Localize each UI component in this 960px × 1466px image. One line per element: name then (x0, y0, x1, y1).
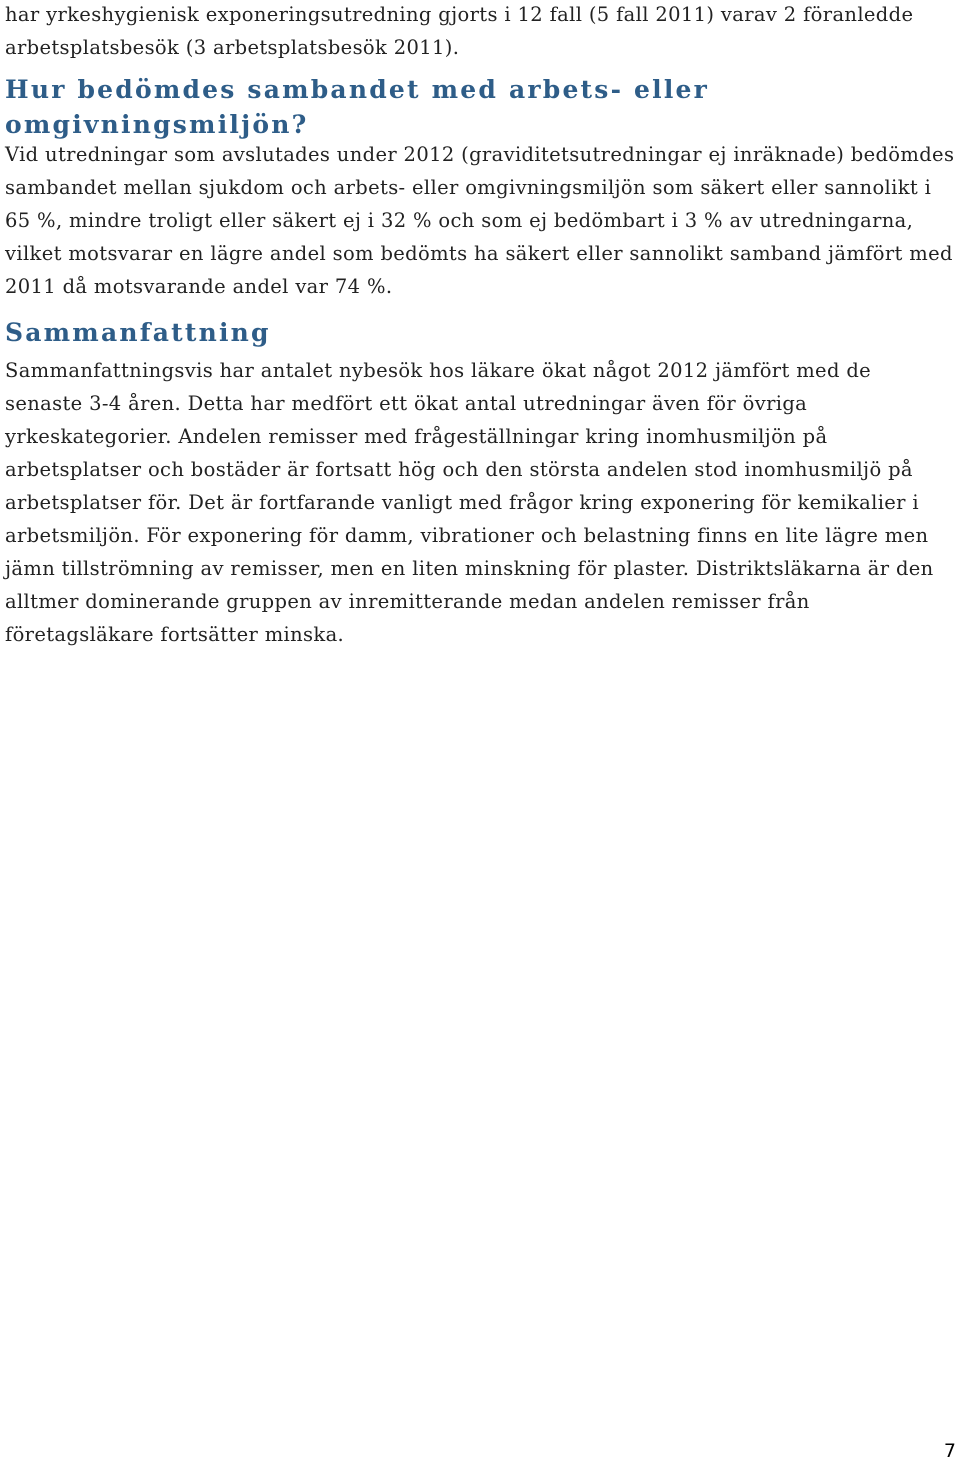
assessment-paragraph: Vid utredningar som avslutades under 2012 (graviditetsutredningar ej inräknade) bedömdes sambandet mellan sjukdom och arbets- eller omgivningsmiljön som säkert eller sannolikt i 65 %, mindre troligt eller säkert ej i 32 % och som ej bedömbart i 3 % av utredningarna, vilket motsvarar en lägre andel som bedömts ha säkert eller sannolikt samband jämfört med 2011 då motsvarande andel var 74 %. (5, 143, 955, 298)
document-body (5, 0, 955, 651)
intro-paragraph: har yrkeshygienisk exponeringsutredning gjorts i 12 fall (5 fall 2011) varav 2 föranledde arbetsplatsbesök (3 arbetsplatsbesök 2011). (5, 3, 914, 59)
section-heading-summary: Sammanfattning (5, 318, 271, 347)
summary-paragraph: Sammanfattningsvis har antalet nybesök hos läkare ökat något 2012 jämfört med de senaste 3-4 åren. Detta har medfört ett ökat antal utredningar även för övriga yrkeskategorier. Andelen remisser med frågeställningar kring inomhusmiljön på arbetsplatser och bostäder är fortsatt hög och den största andelen stod inomhusmiljö på arbetsplatser för. Det är fortfarande vanligt med frågor kring exponering för kemikalier i arbetsmiljön. För exponering för damm, vibrationer och belastning finns en lite lägre men jämn tillströmning av remisser, men en liten minskning för plaster. Distriktsläkarna är den alltmer dominerande gruppen av inremitterande medan andelen remisser från företagsläkare fortsätter minska. (5, 359, 934, 646)
section-heading-assessment: Hur bedömdes sambandet med arbets- eller omgivningsmiljön? (5, 75, 710, 139)
page-number: 7 (943, 1440, 956, 1462)
